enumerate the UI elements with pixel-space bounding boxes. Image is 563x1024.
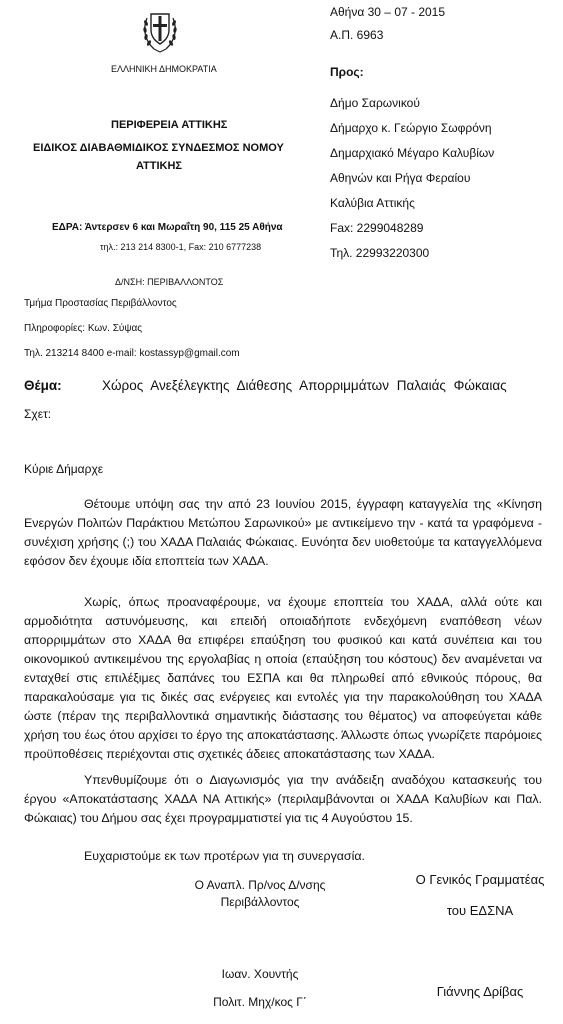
- left-signatory-title: Ο Αναπλ. Πρ/νος Δ/νσης: [194, 878, 326, 892]
- paragraph: Ευχαριστούμε εκ των προτέρων για τη συνεργασία.: [84, 849, 365, 863]
- phone-email: Τηλ. 213214 8400 e-mail: kostassyp@gmail.com: [24, 348, 240, 359]
- salutation: Κύριε Δήμαρχε: [24, 462, 104, 476]
- address: ΕΔΡΑ: Άντερσεν 6 και Μωραΐτη 90, 115 25 Αθήνα: [52, 222, 283, 233]
- paragraph: Θέτουμε υπόψη σας την από 23 Ιουνίου 2015, έγγραφη καταγγελία της «Κίνηση Ενεργών Πολιτών Παράκτιου Μετώπου Σαρωνικού» με αντικείμενο την - κατά τα γραφόμενα - συνέχιση χρήσης (;) του ΧΑΔΑ Παλαιάς Φώκαιας. Ευνόητα δεν υιοθετούμε τα καταγγελλόμενα εφόσον δεν έχουμε ιδία εποπτεία των ΧΑΔΑ.: [24, 497, 542, 568]
- directorate: Δ/ΝΣΗ: ΠΕΡΙΒΑΛΛΟΝΤΟΣ: [115, 277, 224, 287]
- related-label: Σχετ:: [24, 407, 52, 421]
- info-contact: Πληροφορίες: Κων. Σύψας: [24, 323, 143, 334]
- organization-title: ΕΙΔΙΚΟΣ ΔΙΑΒΑΘΜΙΔΙΚΟΣ ΣΥΝΔΕΣΜΟΣ ΝΟΜΟΥ: [33, 142, 284, 154]
- department: Τμήμα Προστασίας Περιβάλλοντος: [24, 298, 177, 309]
- region-title: ΠΕΡΙΦΕΡΕΙΑ ΑΤΤΙΚΗΣ: [111, 119, 228, 131]
- organization-title-cont: ΑΤΤΙΚΗΣ: [136, 160, 183, 172]
- phones: τηλ.: 213 214 8300-1, Fax: 210 6777238: [100, 242, 262, 252]
- left-signatory-name: Ιωαν. Χουντής: [221, 967, 299, 981]
- right-signatory-title: Ο Γενικός Γραμματέας: [415, 872, 545, 887]
- left-signatory-title-cont: Περιβάλλοντος: [220, 895, 300, 909]
- recipient-line: Καλύβια Αττικής: [330, 196, 415, 210]
- left-signatory-role: Πολιτ. Μηχ/κος Γ΄: [213, 995, 307, 1009]
- republic-label: ΕΛΛΗΝΙΚΗ ΔΗΜΟΚΡΑΤΙΑ: [111, 64, 217, 74]
- subject-label: Θέμα:: [24, 378, 62, 393]
- right-signatory-title-cont: του ΕΔΣΝΑ: [446, 903, 514, 918]
- paragraph: Χωρίς, όπως προαναφέρουμε, να έχουμε εποπτεία του ΧΑΔΑ, αλλά ούτε και αρμοδιότητα αστυνόμευσης, και επειδή οποιαδήποτε ενδεχόμενη εναπόθεση νέων απορριμμάτων στο ΧΑΔΑ θα επιφέρει επαύξηση του φυσικού και κατά συνέπεια και του οικονομικού αντικειμένου της εργολαβίας η οποία (επαύξηση του κόστους) δεν αναμένεται να ενταχθεί στις επιλέξιμες δαπάνες του ΕΣΠΑ και θα πληρωθεί από εθνικούς πόρους, θα παρακαλούσαμε για τις δικές σας ενέργειες και εντολές για την παρακολούθηση του ΧΑΔΑ ώστε (πέραν της περιβαλλοντικά σημαντικής διάστασης του θέματος) να αποφεύγεται κάθε χρήση του έως ότου αρχίσει το έργο της αποκατάστασης. Άλλωστε όπως γνωρίζετε παρόμοιες προϋποθέσεις περιέχονται στις σχετικές άδειες αποκατάστασης των ΧΑΔΑ.: [24, 595, 542, 761]
- recipient-line: Δήμο Σαρωνικού: [330, 96, 420, 110]
- document-date: Αθήνα 30 – 07 - 2015: [330, 5, 446, 19]
- paragraph: Υπενθυμίζουμε ότι ο Διαγωνισμός για την ανάδειξη αναδόχου κατασκευής του έργου «Αποκατάστασης ΧΑΔΑ ΝΑ Αττικής» (περιλαμβάνονται οι ΧΑΔΑ Καλυβίων και Παλ. Φώκαιας) του Δήμου σας έχει προγραμματιστεί για τις 4 Αυγούστου 15.: [24, 773, 542, 825]
- subject-text: Χώρος Ανεξέλεγκτης Διάθεσης Απορριμμάτων Παλαιάς Φώκαιας: [102, 378, 507, 393]
- greek-coat-of-arms-icon: [141, 6, 179, 54]
- recipient-label: Προς:: [330, 65, 364, 79]
- protocol-number: Α.Π. 6963: [330, 28, 384, 42]
- recipient-line: Δήμαρχο κ. Γεώργιο Σωφρόνη: [330, 121, 492, 135]
- recipient-phone: Τηλ. 22993220300: [330, 246, 430, 260]
- recipient-line: Αθηνών και Ρήγα Φεραίου: [330, 171, 471, 185]
- right-signatory-name: Γιάννης Δρίβας: [436, 984, 524, 999]
- recipient-line: Δημαρχιακό Μέγαρο Καλυβίων: [330, 146, 495, 160]
- recipient-fax: Fax: 2299048289: [330, 221, 424, 235]
